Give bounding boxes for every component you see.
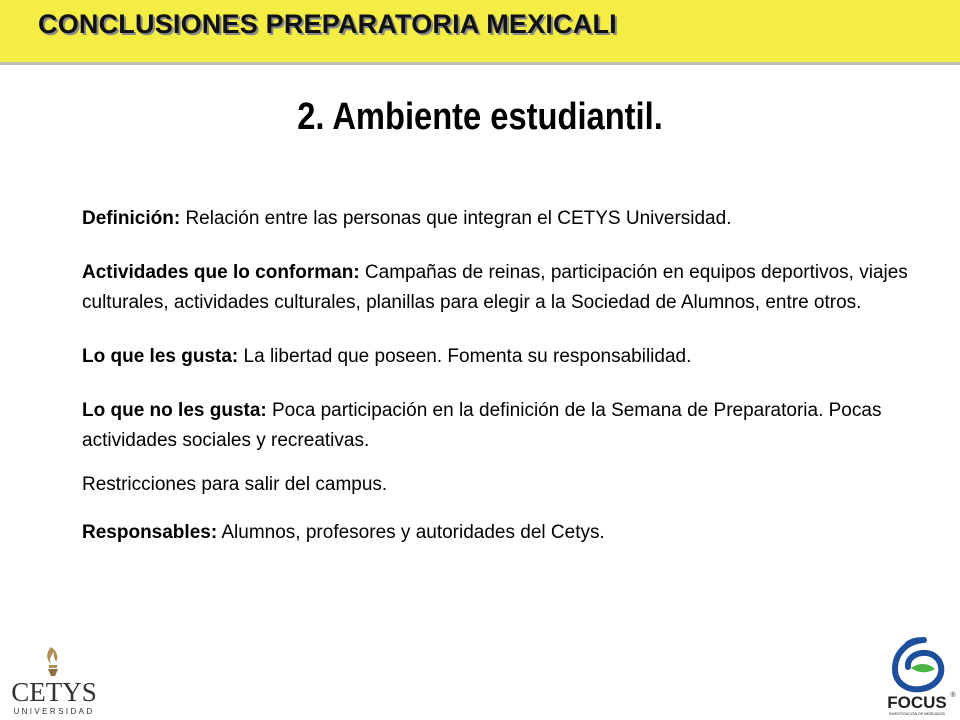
cetys-subtitle: UNIVERSIDAD <box>13 707 95 716</box>
focus-tagline: INVESTIGACIÓN DE MERCADOS <box>889 712 945 716</box>
responsibles-text: Alumnos, profesores y autoridades del Cetys. <box>217 522 605 543</box>
dislikes-paragraph <box>82 396 912 456</box>
definition-text: Relación entre las personas que integran el CETYS Universidad. <box>180 208 732 229</box>
torch-icon <box>47 647 58 676</box>
focus-registered-mark: ® <box>950 692 956 699</box>
dislikes-text: Poca participación en la definición de la Semana de Preparatoria. Pocas actividades sociales y recreativas. <box>82 400 882 451</box>
focus-mark-icon <box>895 640 941 690</box>
focus-logo <box>877 633 957 717</box>
dislikes-label: Lo que no les gusta: <box>82 400 267 421</box>
activities-paragraph <box>82 258 912 318</box>
definition-paragraph <box>82 204 912 234</box>
restrictions-text: Restricciones para salir del campus. <box>82 474 388 495</box>
page-title: 2. Ambiente estudiantil. <box>297 96 663 138</box>
activities-text: Campañas de reinas, participación en equipos deportivos, viajes culturales, actividades culturales, planillas para elegir a la Sociedad de Alumnos, entre otros. <box>82 262 908 313</box>
definition-label: Definición: <box>82 208 181 229</box>
activities-label: Actividades que lo conforman: <box>82 262 360 283</box>
responsibles-label: Responsables: <box>82 522 218 543</box>
focus-wordmark: FOCUS <box>887 693 947 712</box>
responsibles-paragraph <box>82 518 912 548</box>
banner-divider <box>0 62 960 65</box>
likes-paragraph <box>82 342 912 372</box>
restrictions-paragraph <box>82 470 912 500</box>
cetys-logo <box>4 645 104 717</box>
likes-text: La libertad que poseen. Fomenta su responsabilidad. <box>238 346 692 367</box>
cetys-wordmark: CETYS <box>11 677 97 707</box>
header-banner <box>0 0 960 62</box>
banner-title: CONCLUSIONES PREPARATORIA MEXICALI <box>38 9 617 39</box>
likes-label: Lo que les gusta: <box>82 346 239 367</box>
content-body <box>82 204 912 548</box>
